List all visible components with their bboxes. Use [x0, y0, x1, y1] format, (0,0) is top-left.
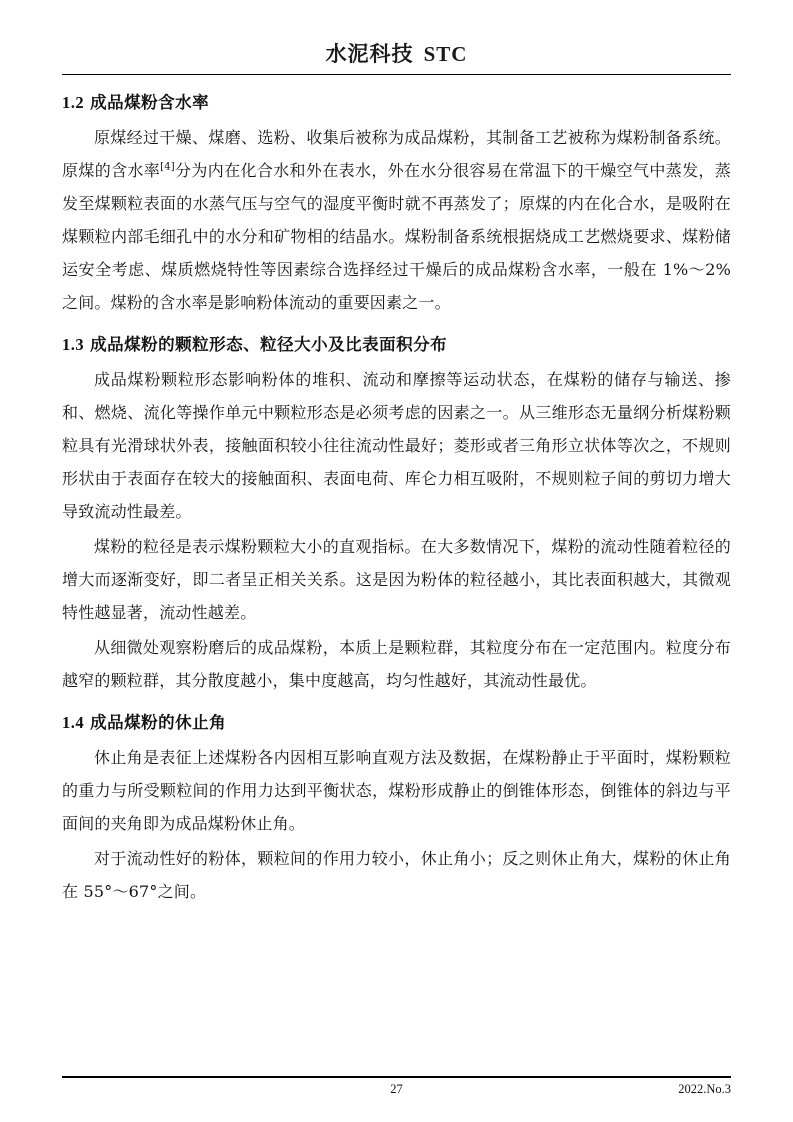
paragraph-text: 对于流动性好的粉体，颗粒间的作用力较小，休止角小；反之则休止角大，煤粉的休止角在 55°～67°之间。 [62, 849, 731, 901]
paragraph-text: 原煤经过干燥、煤磨、选粉、收集后被称为成品煤粉，其制备工艺被称为煤粉制备系统。原煤的含水率[4]分为内在化合水和外在表水，外在水分很容易在常温下的干燥空气中蒸发，蒸发至煤颗粒表面的水蒸气压与空气的湿度平衡时就不再蒸发了；原煤的内在化合水，是吸附在煤颗粒内部毛细孔中的水分和矿物相的结晶水。煤粉制备系统根据烧成工艺燃烧要求、煤粉储运安全考虑、煤质燃烧特性等因素综合选择经过干燥后的成品煤粉含水率，一般在 1%～2%之间。煤粉的含水率是影响粉体流动的重要因素之一。 [62, 128, 731, 312]
section-number-1-4: 1.4 [62, 713, 85, 732]
paragraph-text: 成品煤粉颗粒形态影响粉体的堆积、流动和摩擦等运动状态，在煤粉的储存与输送、掺和、燃烧、流化等操作单元中颗粒形态是必须考虑的因素之一。从三维形态无量纲分析煤粉颗粒具有光滑球状外表，接触面积较小往往流动性最好；菱形或者三角形立状体等次之，不规则形状由于表面存在较大的接触面积、表面电荷、库仑力相互吸附，不规则粒子间的剪切力增大导致流动性最差。 [62, 370, 731, 521]
section-title-1-3: 成品煤粉的颗粒形态、粒径大小及比表面积分布 [90, 335, 448, 354]
section-number-1-2: 1.2 [62, 93, 85, 112]
paragraph-1-4-2 [62, 842, 731, 908]
paragraph-1-3-3 [62, 631, 731, 697]
page-header [62, 38, 731, 74]
section-title-1-4: 成品煤粉的休止角 [90, 713, 227, 732]
paragraph-1-3-2 [62, 530, 731, 629]
paragraph-text: 休止角是表征上述煤粉各内因相互影响直观方法及数据，在煤粉静止于平面时，煤粉颗粒的重力与所受颗粒间的作用力达到平衡状态，煤粉形成静止的倒锥体形态，倒锥体的斜边与平面间的夹角即为成品煤粉休止角。 [62, 748, 731, 833]
header-divider [62, 74, 731, 75]
section-heading-1-4 [62, 709, 731, 733]
paragraph-1-4-1 [62, 741, 731, 840]
section-number-1-3: 1.3 [62, 335, 85, 354]
paragraph-text: 煤粉的粒径是表示煤粉颗粒大小的直观指标。在大多数情况下，煤粉的流动性随着粒径的增大而逐渐变好，即二者呈正相关关系。这是因为粉体的粒径越小，其比表面积越大，其微观特性越显著，流动性越差。 [62, 537, 731, 622]
footer-row [62, 1082, 731, 1100]
paragraph-text: 从细微处观察粉磨后的成品煤粉，本质上是颗粒群，其粒度分布在一定范围内。粒度分布越窄的颗粒群，其分散度越小，集中度越高，均匀性越好，其流动性最优。 [62, 638, 731, 690]
section-heading-1-2 [62, 89, 731, 113]
paragraph-1-2-1 [62, 121, 731, 319]
section-title-1-2: 成品煤粉含水率 [90, 93, 210, 112]
page-content [62, 38, 731, 1092]
issue-label: 2022.No.3 [678, 1082, 731, 1096]
section-heading-1-3 [62, 331, 731, 355]
paragraph-1-3-1 [62, 363, 731, 528]
page-number: 27 [390, 1082, 403, 1096]
header-title-cn: 水泥科技 [325, 41, 414, 66]
header-title-en: STC [423, 42, 468, 66]
footer-divider [62, 1076, 731, 1078]
page-footer [62, 1076, 731, 1100]
